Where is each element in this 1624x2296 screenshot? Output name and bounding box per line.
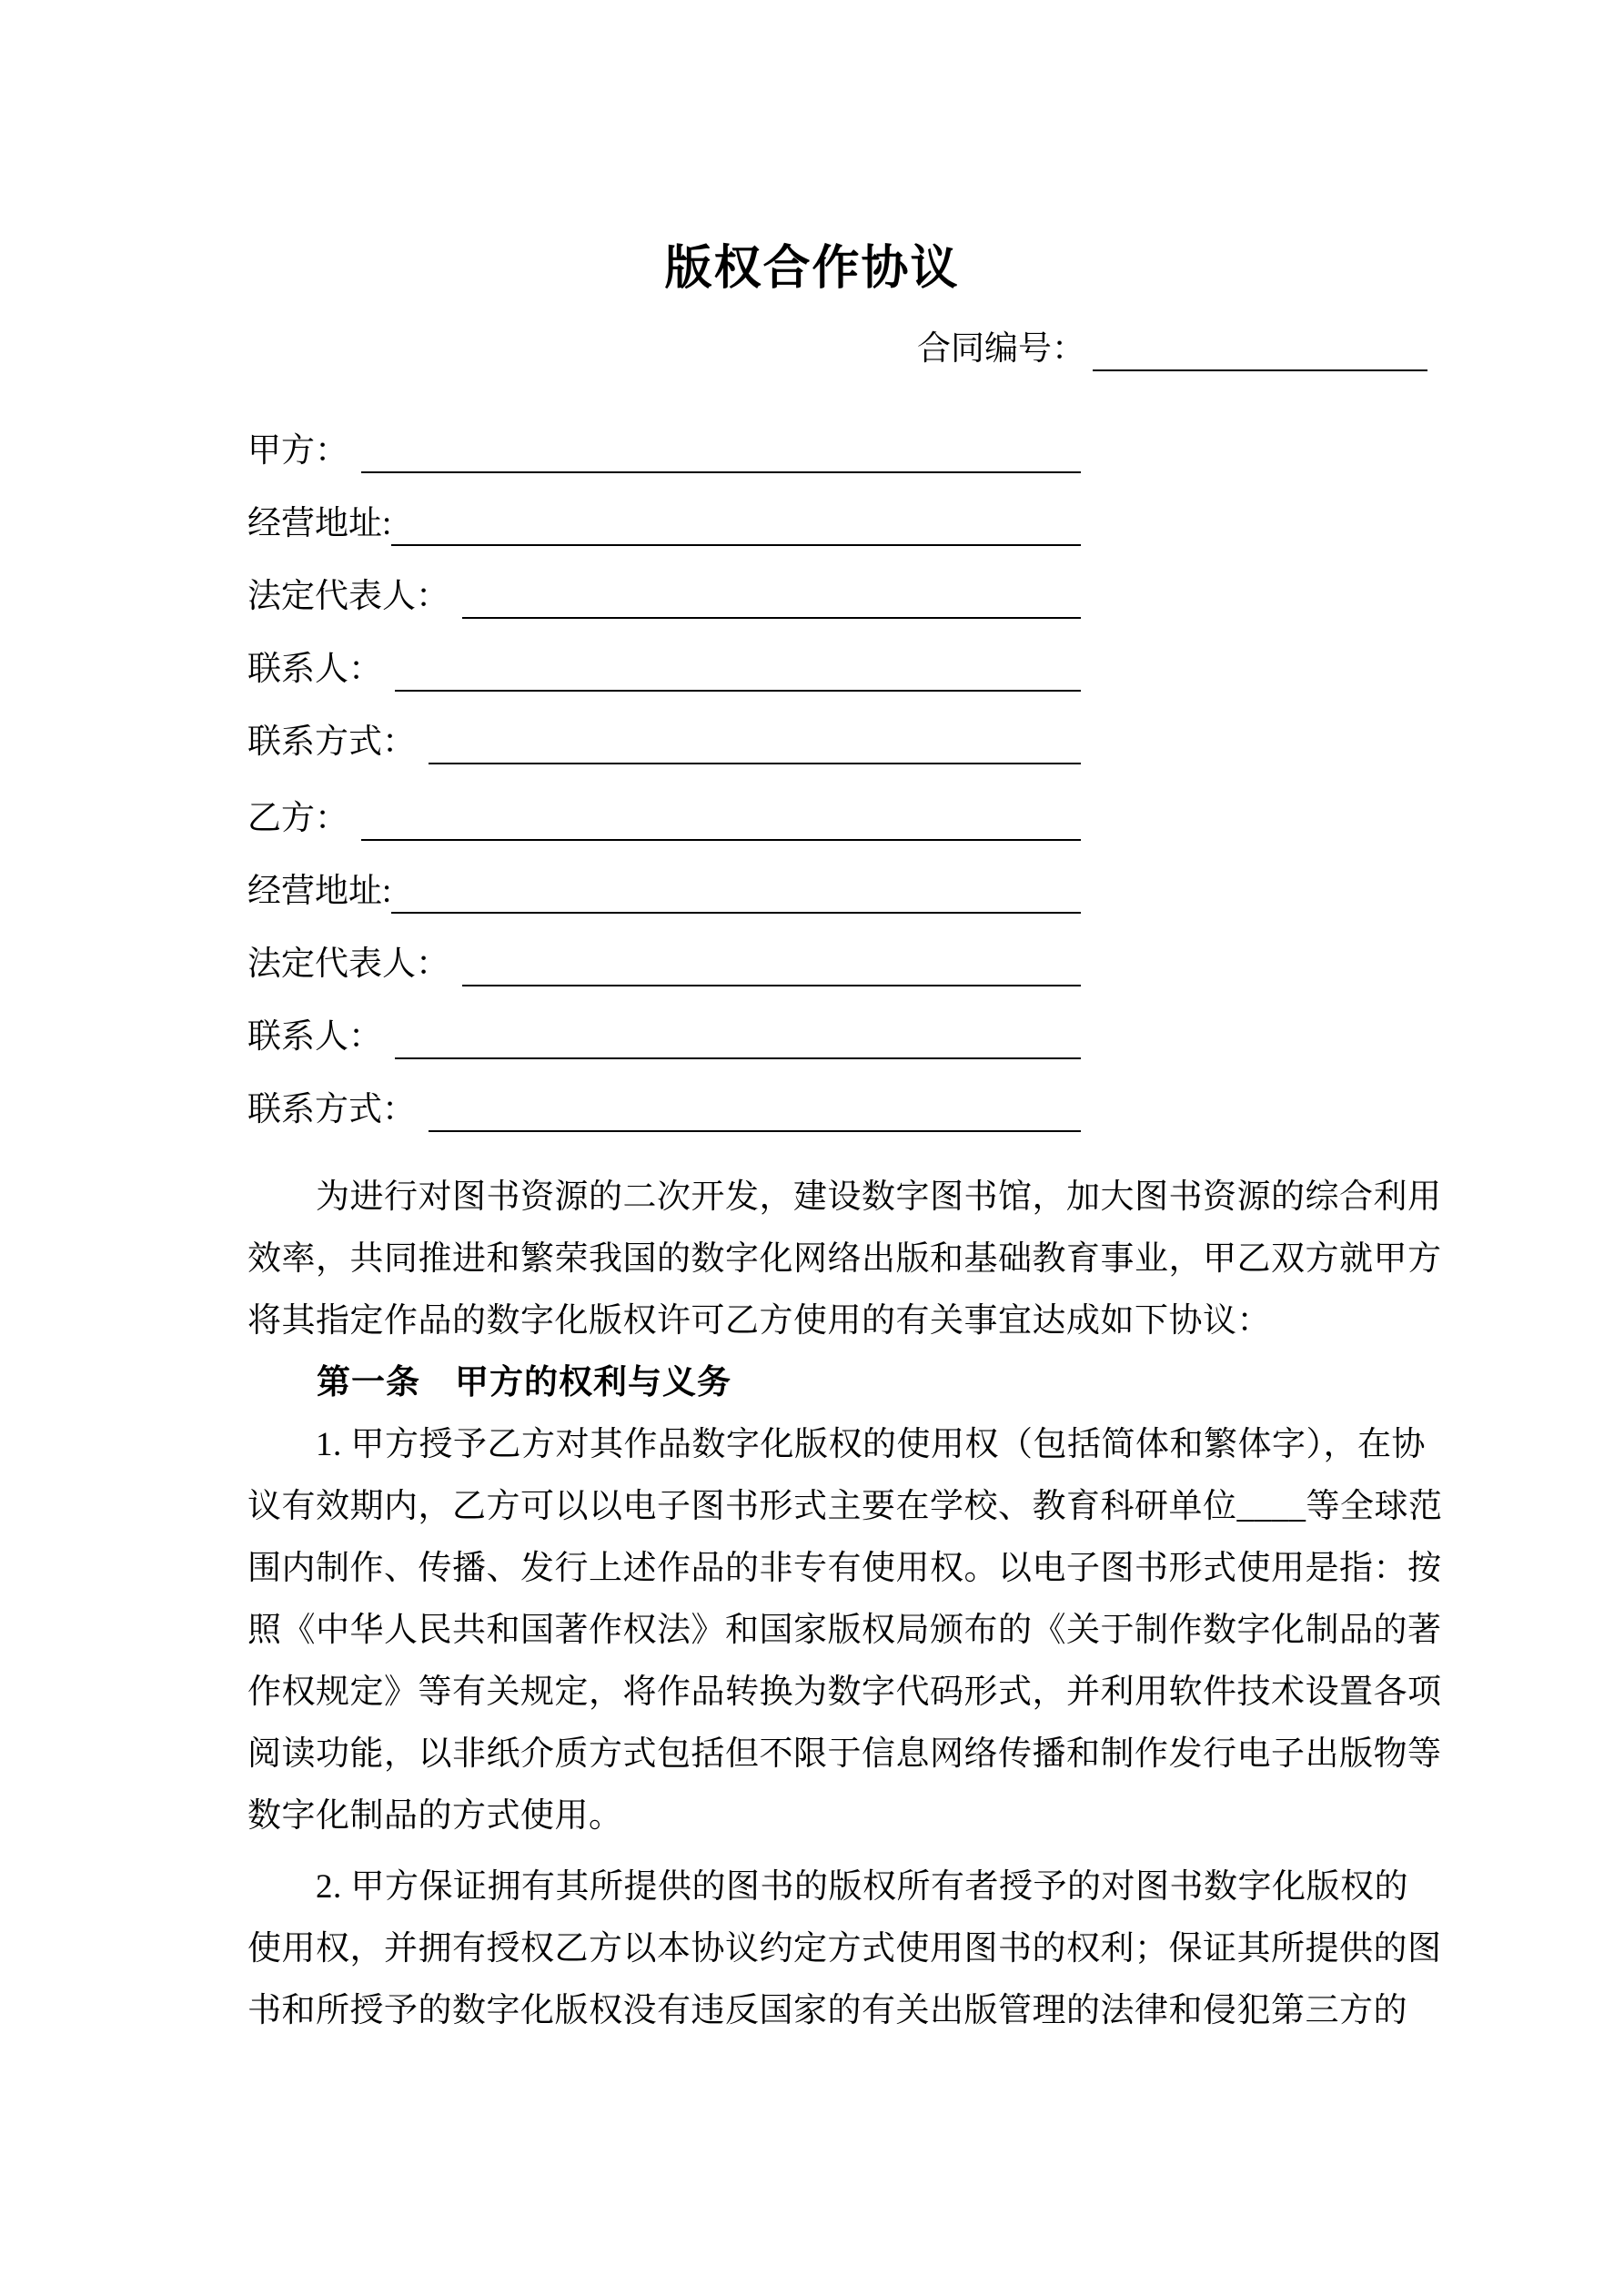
party-a-fields xyxy=(247,430,1081,794)
party-b-contact-blank[interactable] xyxy=(395,1019,1081,1059)
section1-heading: 第一条 甲方的权利与义务 xyxy=(247,1364,731,1401)
party-a-contact-method-label: 联系方式： xyxy=(247,723,416,761)
section1-para2-line: 2. 甲方保证拥有其所提供的图书的版权所有者授予的对图书数字化版权的 xyxy=(247,1868,1408,1906)
section1-para1-line: 1. 甲方授予乙方对其作品数字化版权的使用权（包括简体和繁体字），在协 xyxy=(247,1426,1426,1463)
contract-body xyxy=(247,1167,1471,2042)
section1-para1-line: 数字化制品的方式使用。 xyxy=(247,1797,623,1835)
party-a-address-blank[interactable] xyxy=(391,506,1081,546)
field-row-party-b-name xyxy=(247,797,1081,841)
party-a-contact-label: 联系人： xyxy=(247,651,382,688)
section1-para1-line: 围内制作、传播、发行上述作品的非专有使用权。以电子图书形式使用是指：按 xyxy=(247,1550,1442,1587)
party-b-fields xyxy=(247,797,1081,1161)
section1-para1-line: 议有效期内，乙方可以以电子图书形式主要在学校、教育科研单位____等全球范 xyxy=(247,1488,1443,1525)
field-row-party-b-contact xyxy=(247,1016,1081,1059)
party-b-contact-method-label: 联系方式： xyxy=(247,1091,416,1128)
document-title: 版权合作协议 xyxy=(664,242,960,295)
field-row-party-a-address xyxy=(247,502,1081,546)
party-b-legal-rep-blank[interactable] xyxy=(462,946,1081,986)
intro-line: 为进行对图书资源的二次开发，建设数字图书馆，加大图书资源的综合利用 xyxy=(247,1178,1442,1216)
contract-number-row xyxy=(917,328,1427,371)
party-b-legal-rep-label: 法定代表人： xyxy=(247,946,449,983)
intro-line: 将其指定作品的数字化版权许可乙方使用的有关事宜达成如下协议： xyxy=(247,1302,1271,1340)
party-a-address-label: 经营地址: xyxy=(247,505,392,542)
section1-para1-line: 阅读功能，以非纸介质方式包括但不限于信息网络传播和制作发行电子出版物等 xyxy=(247,1735,1442,1773)
field-row-party-a-legal-rep xyxy=(247,575,1081,619)
party-b-address-blank[interactable] xyxy=(391,874,1081,914)
party-b-name-blank[interactable] xyxy=(361,801,1081,841)
party-a-contact-blank[interactable] xyxy=(395,652,1081,692)
party-a-legal-rep-blank[interactable] xyxy=(462,579,1081,619)
field-row-party-a-name xyxy=(247,430,1081,473)
party-a-contact-method-blank[interactable] xyxy=(429,724,1081,764)
party-b-contact-label: 联系人： xyxy=(247,1018,382,1056)
party-b-contact-method-blank[interactable] xyxy=(429,1092,1081,1132)
intro-line: 效率，共同推进和繁荣我国的数字化网络出版和基础教育事业，甲乙双方就甲方 xyxy=(247,1240,1442,1278)
field-row-party-b-contact-method xyxy=(247,1088,1081,1132)
party-b-address-label: 经营地址: xyxy=(247,873,392,910)
field-row-party-a-contact-method xyxy=(247,721,1081,764)
contract-number-label: 合同编号： xyxy=(917,330,1085,368)
party-a-legal-rep-label: 法定代表人： xyxy=(247,578,449,615)
field-row-party-a-contact xyxy=(247,648,1081,692)
section1-para1-line: 照《中华人民共和国著作权法》和国家版权局颁布的《关于制作数字化制品的著 xyxy=(247,1612,1442,1649)
contract-number-blank[interactable] xyxy=(1093,331,1427,371)
section1-para1-line: 作权规定》等有关规定，将作品转换为数字代码形式，并利用软件技术设置各项 xyxy=(247,1674,1442,1711)
field-row-party-b-legal-rep xyxy=(247,943,1081,986)
section1-para2-line: 书和所授予的数字化版权没有违反国家的有关出版管理的法律和侵犯第三方的 xyxy=(247,1992,1407,2029)
party-a-name-blank[interactable] xyxy=(361,433,1081,473)
section1-para2-line: 使用权，并拥有授权乙方以本协议约定方式使用图书的权利；保证其所提供的图 xyxy=(247,1930,1442,1967)
field-row-party-b-address xyxy=(247,870,1081,914)
party-a-name-label: 甲方： xyxy=(247,432,348,470)
party-b-name-label: 乙方： xyxy=(247,800,348,837)
